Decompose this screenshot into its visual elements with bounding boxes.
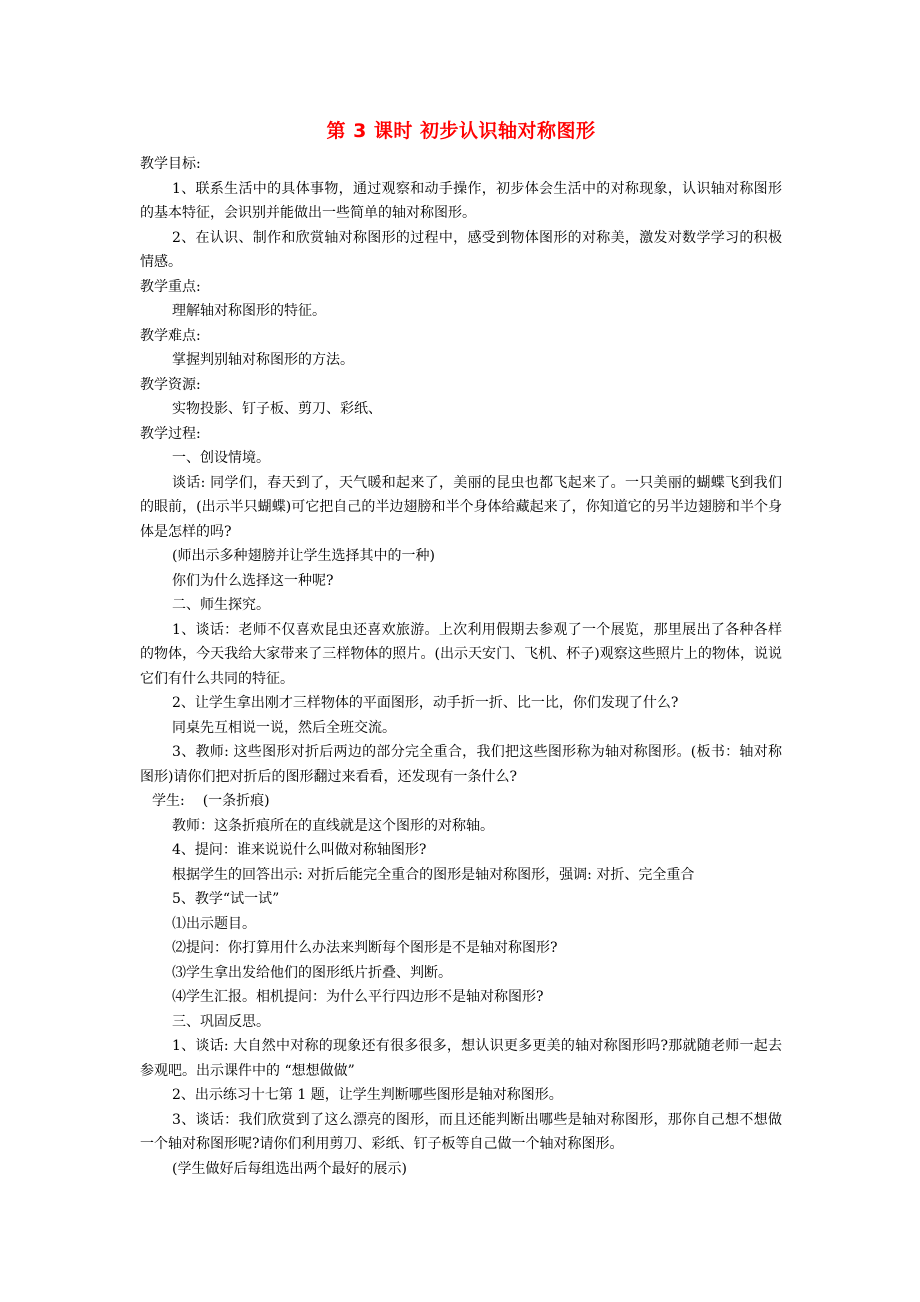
process-paragraph-13: 根据学生的回答出示: 对折后能完全重合的图形是轴对称图形，强调: 对折、完全重合 xyxy=(172,866,695,883)
document-page xyxy=(140,118,782,1181)
process-step-3: 三、巩固反思。 xyxy=(172,1013,270,1030)
difficulty-heading: 教学难点: xyxy=(140,327,201,344)
process-paragraph-18: ⑷学生汇报。相机提问：为什么平行四边形不是轴对称图形? xyxy=(172,989,544,1005)
process-paragraph-11: 教师：这条折痕所在的直线就是这个图形的对称轴。 xyxy=(172,817,494,834)
process-paragraph-15: ⑴出示题目。 xyxy=(172,915,256,932)
process-heading: 教学过程: xyxy=(140,425,201,442)
student-label: 学生: xyxy=(152,793,185,809)
objectives-heading: 教学目标: xyxy=(140,156,201,172)
process-paragraph-3: (师出示多种翅膀并让学生选择其中的一种) xyxy=(172,548,435,564)
resources-heading: 教学资源: xyxy=(140,376,201,393)
process-paragraph-8: 同桌先互相说一说，然后全班交流。 xyxy=(172,719,396,736)
process-paragraph-16: ⑵提问：你打算用什么办法来判断每个图形是不是轴对称图形? xyxy=(172,940,558,956)
process-paragraph-20: 1、谈话: 大自然中对称的现象还有很多很多，想认识更多更美的轴对称图形吗?那就随老师一起去参观吧。出示课件中的 “想想做做” xyxy=(140,1038,782,1079)
process-paragraph-23: (学生做好后每组选出两个最好的展示) xyxy=(172,1160,407,1177)
process-paragraph-17: ⑶学生拿出发给他们的图形纸片折叠、判断。 xyxy=(172,964,452,981)
student-answer-line xyxy=(140,789,782,814)
process-step-1: 一、创设情境。 xyxy=(172,450,270,466)
key-heading: 教学重点: xyxy=(140,278,201,295)
objective-1: 1、联系生活中的具体事物，通过观察和动手操作，初步体会生活中的对称现象，认识轴对称图形的基本特征，会识别并能做出一些简单的轴对称图形。 xyxy=(140,180,782,221)
key-text: 理解轴对称图形的特征。 xyxy=(172,303,326,319)
process-paragraph-9: 3、教师: 这些图形对折后两边的部分完全重合，我们把这些图形称为轴对称图形。(板书：轴对称图形)请你们把对折后的图形翻过来看看，还发现有一条什么? xyxy=(140,744,782,785)
resources-text: 实物投影、钉子板、剪刀、彩纸、 xyxy=(172,401,382,417)
page-title: 第 3 课时 初步认识轴对称图形 xyxy=(326,120,596,142)
student-answer: (一条折痕) xyxy=(202,793,270,809)
difficulty-text: 掌握判别轴对称图形的方法。 xyxy=(172,352,354,368)
process-paragraph-21: 2、出示练习十七第 1 题，让学生判断哪些图形是轴对称图形。 xyxy=(172,1087,563,1103)
process-paragraph-6: 1、谈话：老师不仅喜欢昆虫还喜欢旅游。上次利用假期去参观了一个展览，那里展出了各种各样的物体，今天我给大家带来了三样物体的照片。(出示天安门、飞机、杯子)观察这些照片上的物体，说说它们有什么共同的特征。 xyxy=(140,621,782,687)
process-paragraph-2: 谈话: 同学们，春天到了，天气暖和起来了，美丽的昆虫也都飞起来了。一只美丽的蝴蝶飞到我们的眼前，(出示半只蝴蝶)可它把自己的半边翅膀和半个身体给藏起来了，你知道它的另半边翅膀和半个身体是怎样的吗? xyxy=(140,474,782,540)
objective-2: 2、在认识、制作和欣赏轴对称图形的过程中，感受到物体图形的对称美，激发对数学学习的积极情感。 xyxy=(140,229,782,270)
process-paragraph-14: 5、教学“试一试” xyxy=(172,891,280,907)
process-paragraph-22: 3、谈话：我们欣赏到了这么漂亮的图形，而且还能判断出哪些是轴对称图形，那你自己想不想做一个轴对称图形呢?请你们利用剪刀、彩纸、钉子板等自己做一个轴对称图形。 xyxy=(140,1111,782,1152)
process-paragraph-4: 你们为什么选择这一种呢? xyxy=(172,572,334,589)
process-paragraph-12: 4、提问：谁来说说什么叫做对称轴图形? xyxy=(172,842,427,858)
process-paragraph-7: 2、让学生拿出刚才三样物体的平面图形，动手折一折、比一比，你们发现了什么? xyxy=(172,695,679,711)
process-step-2: 二、师生探究。 xyxy=(172,597,270,613)
